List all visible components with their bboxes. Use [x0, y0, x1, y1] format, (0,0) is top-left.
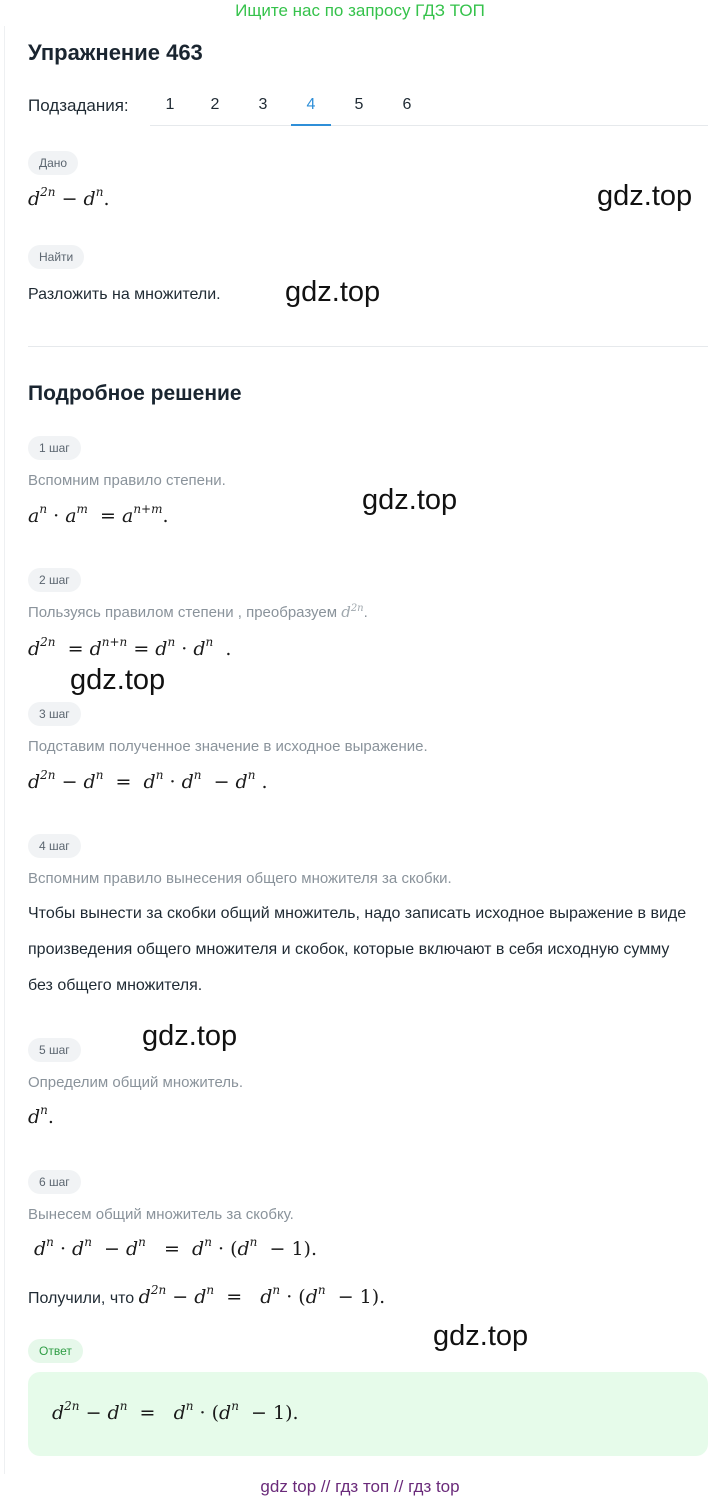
step-2-badge: 2 шаг — [28, 568, 81, 592]
step-3-hint: Подставим полученное значение в исходное выражение. — [28, 738, 428, 755]
footer-links[interactable]: gdz top // гдз топ // гдз top — [260, 1477, 460, 1496]
subtask-tab-2[interactable]: 2 — [210, 96, 220, 113]
answer-box — [28, 1372, 708, 1456]
step-2-hint: Пользуясь правилом степени , преобразуем — [28, 604, 338, 621]
active-tab-indicator — [291, 124, 331, 126]
subtask-tab-4[interactable]: 4 — [306, 96, 316, 113]
step-1-formula: $a^n \cdot a^m = a^{n+m}$. — [28, 501, 169, 527]
top-banner[interactable]: Ищите нас по запросу ГДЗ ТОП — [235, 1, 485, 20]
watermark: gdz.top — [433, 1320, 529, 1352]
find-badge: Найти — [28, 245, 84, 269]
step-2-hint-math: $d^{2n}$ — [341, 603, 364, 621]
subtask-tab-5[interactable]: 5 — [354, 96, 364, 113]
step-3-badge: 3 шаг — [28, 702, 81, 726]
subtask-tab-3[interactable]: 3 — [258, 96, 268, 113]
subtasks-tabs — [150, 84, 708, 126]
step-5-hint: Определим общий множитель. — [28, 1074, 244, 1091]
step-2-hint-row: Пользуясь правилом степени , преобразуем $d^{2n}$. — [28, 603, 368, 621]
step-5-formula: $d^n$. — [28, 1102, 54, 1128]
step-3-formula: $d^{2n} - d^n = d^n \cdot d^n - d^n$ . — [28, 767, 268, 793]
step-6-formula: $d^n \cdot d^n - d^n$ = $d^n \cdot (d^n - 1)$. — [34, 1234, 317, 1260]
answer-formula: $d^{2n} - d^n = d^n \cdot (d^n - 1)$. — [52, 1398, 299, 1424]
step-1-hint: Вспомним правило степени. — [28, 472, 226, 489]
step-4-badge: 4 шаг — [28, 834, 81, 858]
step-1-badge: 1 шаг — [28, 436, 81, 460]
given-badge: Дано — [28, 151, 78, 175]
exercise-title: Упражнение 463 — [28, 40, 203, 65]
step-4-hint: Вспомним правило вынесения общего множителя за скобки. — [28, 870, 452, 887]
watermark: gdz.top — [285, 276, 381, 308]
given-expression: $d^{2n} - d^n$. — [28, 184, 110, 210]
watermark: gdz.top — [362, 484, 458, 516]
step-2-formula: $d^{2n} = d^{n+n} = d^n \cdot d^n$ . — [28, 634, 232, 660]
subtasks-label: Подзадания: — [28, 96, 129, 115]
subtask-tab-6[interactable]: 6 — [402, 96, 412, 113]
step-4-text: Чтобы вынести за скобки общий множитель, надо записать исходное выражение в виде произведения общего множителя и скобок, которые включают в себя исходную сумму без общего множителя. — [28, 905, 687, 994]
step-5-badge: 5 шаг — [28, 1038, 81, 1062]
solution-title: Подробное решение — [28, 382, 242, 405]
step-6-badge: 6 шаг — [28, 1170, 81, 1194]
watermark: gdz.top — [142, 1020, 238, 1052]
subtask-tab-1[interactable]: 1 — [165, 96, 175, 113]
step-6-hint: Вынесем общий множитель за скобку. — [28, 1206, 294, 1223]
divider — [28, 346, 708, 347]
answer-badge: Ответ — [28, 1339, 83, 1363]
step-6-result-prefix: Получили, что — [28, 1290, 135, 1307]
step-6-result-formula: $d^{2n} - d^n = d^n \cdot (d^n - 1)$. — [138, 1282, 386, 1308]
find-text: Разложить на множители. — [28, 286, 221, 303]
watermark: gdz.top — [70, 664, 166, 696]
step-6-result-row — [28, 1282, 386, 1308]
watermark: gdz.top — [597, 180, 693, 212]
